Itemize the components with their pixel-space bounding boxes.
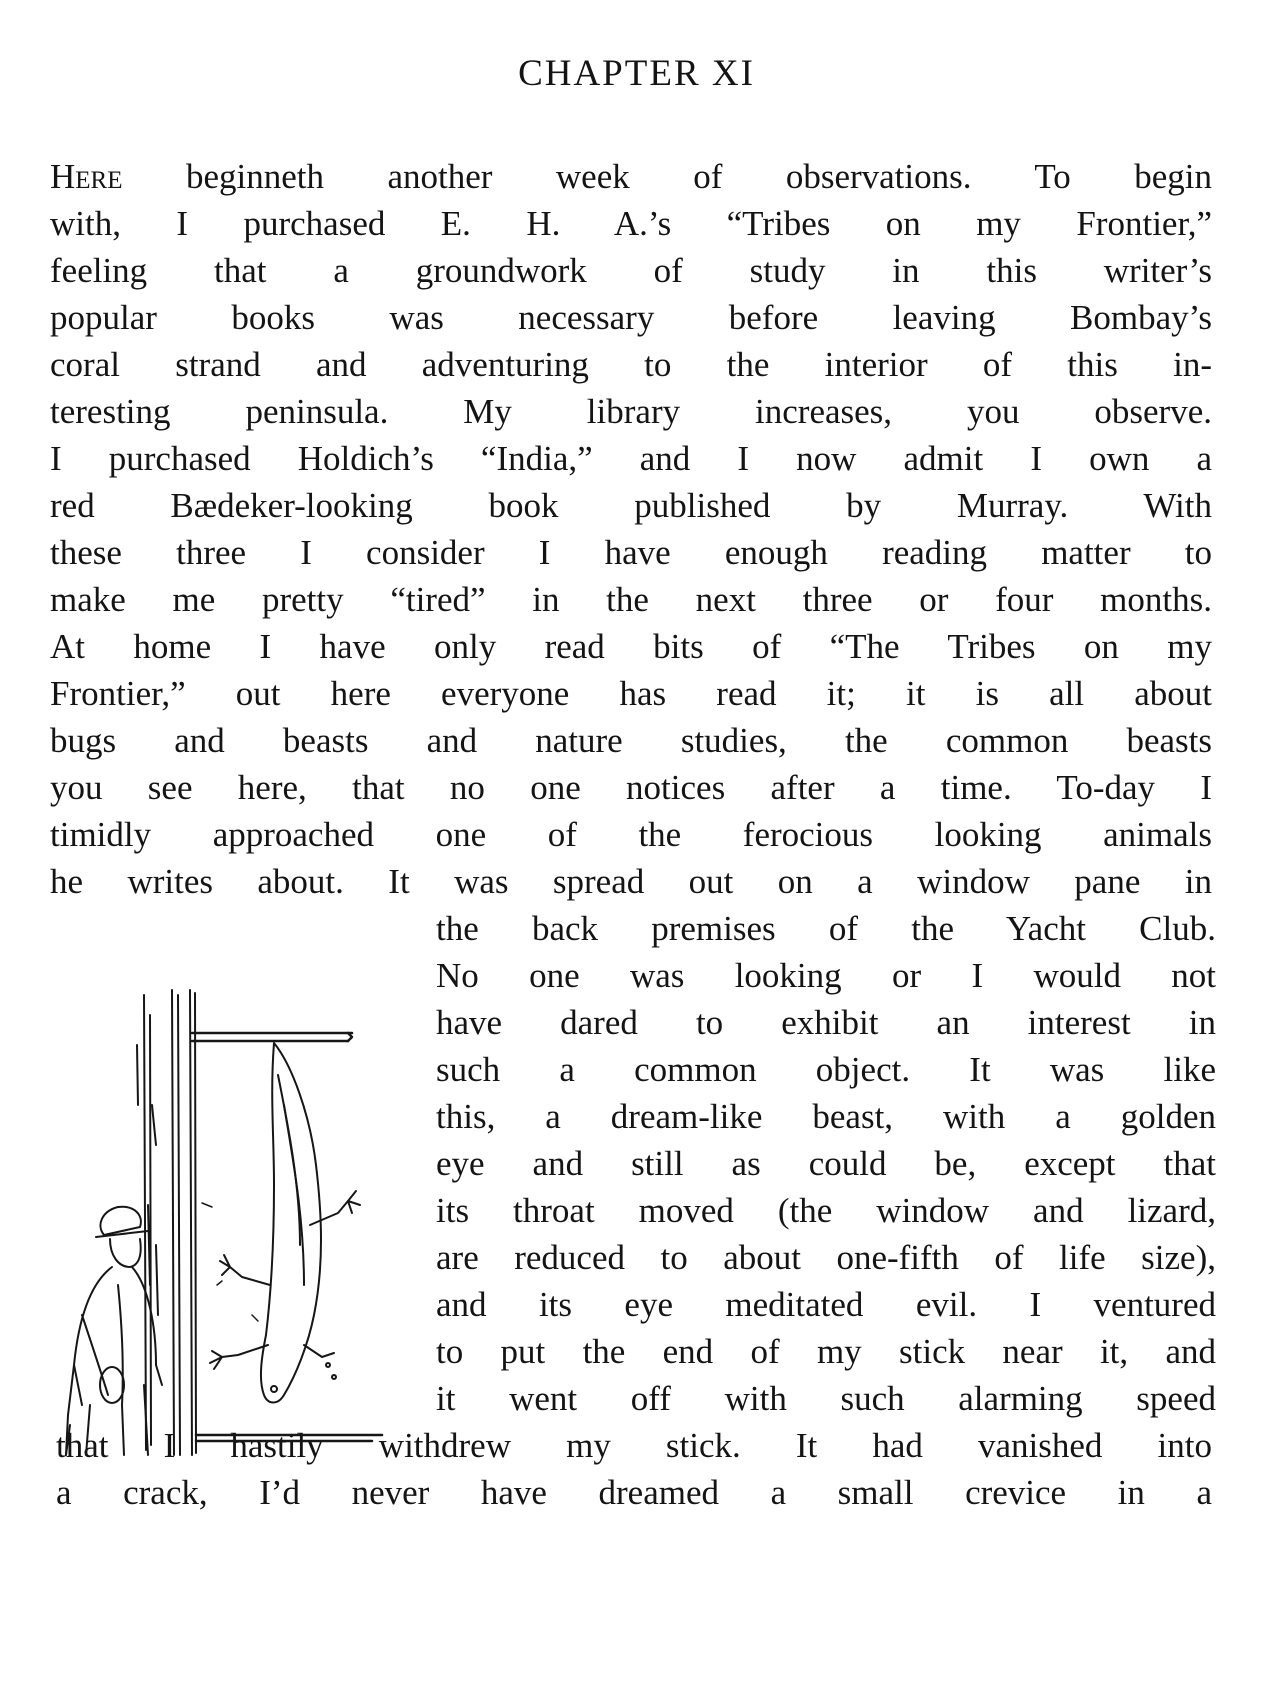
wrap-text-line: its throat moved (the window and lizard,	[436, 1191, 1216, 1230]
wrap-text-line: to put the end of my stick near it, and	[436, 1332, 1216, 1371]
text-line: popular books was necessary before leaving Bombay’s	[50, 298, 1212, 337]
text-line: bugs and beasts and nature studies, the common beasts	[50, 721, 1212, 760]
lizard-window-illustration	[52, 985, 412, 1465]
sketch-marks	[202, 1203, 258, 1321]
wrap-text-line: have dared to exhibit an interest in	[436, 1003, 1216, 1042]
wrap-text-line: such a common object. It was like	[436, 1050, 1216, 1089]
text-line: a crack, I’d never have dreamed a small crevice in a	[56, 1473, 1212, 1512]
wrap-text-line: are reduced to about one-fifth of life size),	[436, 1238, 1216, 1277]
text-line: timidly approached one of the ferocious looking animals	[50, 815, 1212, 854]
text-line: teresting peninsula. My library increases, you observe.	[50, 392, 1212, 431]
text-line: Frontier,” out here everyone has read it; it is all about	[50, 674, 1212, 713]
wrap-text-line: the back premises of the Yacht Club.	[436, 909, 1216, 948]
text-line: feeling that a groundwork of study in this writer’s	[50, 251, 1212, 290]
man-figure	[66, 1207, 162, 1455]
lead-word: Here	[50, 157, 123, 196]
wrap-text-line: No one was looking or I would not	[436, 956, 1216, 995]
text-line: make me pretty “tired” in the next three or four months.	[50, 580, 1212, 619]
text-line: he writes about. It was spread out on a window pane in	[50, 862, 1212, 901]
text-line: that I hastily withdrew my stick. It had vanished into	[56, 1426, 1212, 1465]
window-frame	[192, 1033, 382, 1441]
wrap-text-line: and its eye meditated evil. I ventured	[436, 1285, 1216, 1324]
text-line: I purchased Holdich’s “India,” and I now admit I own a	[50, 439, 1212, 478]
text-line: with, I purchased E. H. A.’s “Tribes on my Frontier,”	[50, 204, 1212, 243]
wrap-text-line: this, a dream-like beast, with a golden	[436, 1097, 1216, 1136]
wall-strokes	[137, 990, 196, 1455]
text-line: red Bædeker-looking book published by Murray. With	[50, 486, 1212, 525]
text-line-1: Here beginneth another week of observations. To begin	[50, 157, 1212, 196]
text-line: coral strand and adventuring to the interior of this in-	[50, 345, 1212, 384]
text-line: these three I consider I have enough reading matter to	[50, 533, 1212, 572]
lizard-drawing	[210, 1043, 360, 1403]
text-line: you see here, that no one notices after a time. To-day I	[50, 768, 1212, 807]
chapter-title: CHAPTER XI	[518, 53, 755, 94]
text-line: At home I have only read bits of “The Tribes on my	[50, 627, 1212, 666]
wrap-text-line: it went off with such alarming speed	[436, 1379, 1216, 1418]
wrap-text-line: eye and still as could be, except that	[436, 1144, 1216, 1183]
